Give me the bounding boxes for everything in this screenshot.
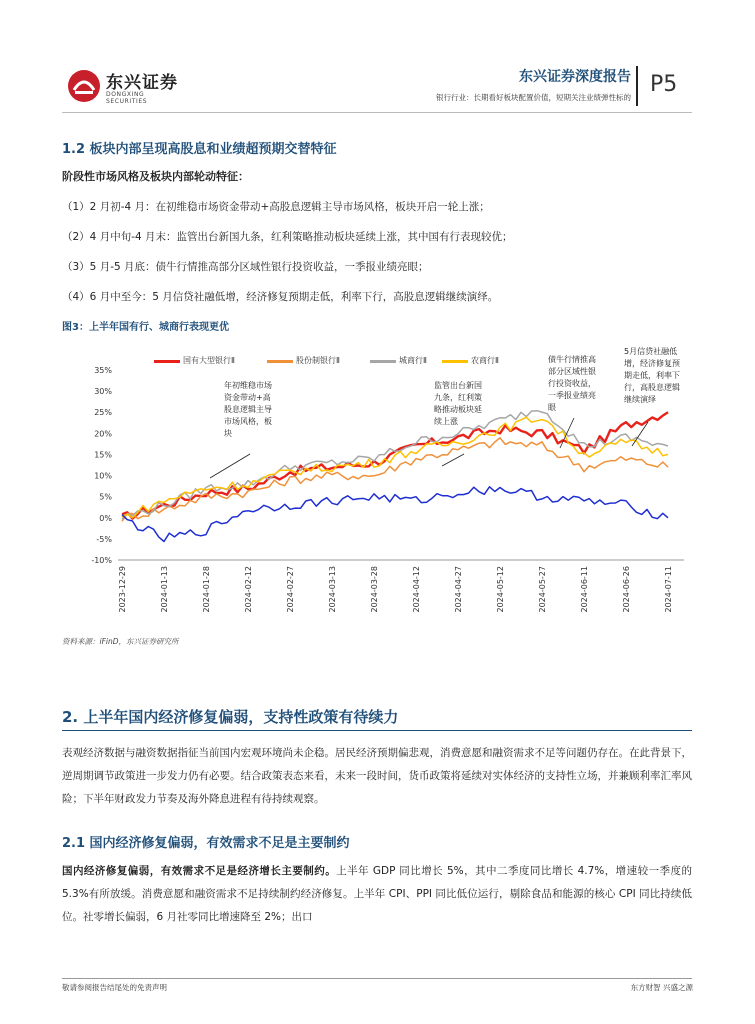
x-tick-label: 2024-02-27 [286,566,295,613]
section-rule [62,730,692,731]
annotation-pointer [210,454,250,478]
x-tick-label: 2024-03-13 [328,566,337,613]
x-tick-label: 2024-06-11 [580,566,589,613]
legend-label: 股份制银行Ⅱ [296,356,340,365]
x-tick-label: 2024-02-12 [244,566,253,613]
series-line [122,417,668,517]
header-divider [636,66,638,106]
y-tick-label: 30% [94,387,112,397]
legend-label: 农商行Ⅱ [471,356,499,365]
section-1-2-title: 1.2 板块内部呈现高股息和业绩超预期交替特征 [62,142,337,157]
brand-name-en: DONGXING SECURITIES [106,91,148,105]
x-tick-label: 2024-07-11 [664,566,673,613]
y-tick-label: -10% [91,556,112,565]
footer-slogan: 东方财智 兴盛之源 [630,983,693,992]
y-tick-label: 25% [94,408,112,418]
x-tick-label: 2024-05-27 [538,566,547,613]
chart-annotation: 5月信贷社融低增，经济修复预期走低，利率下行，高股息逻辑继续演绎 [624,347,680,404]
x-tick-label: 2024-03-28 [370,566,379,613]
list-item: （4）6 月中至今：5 月信贷社融低增，经济修复预期走低，利率下行，高股息逻辑继续演绎。 [62,291,499,303]
logo-emblem-icon [66,68,102,104]
section-2-1-title: 2.1 国内经济修复偏弱，有效需求不足是主要制约 [62,836,350,851]
figure-source: 资料来源：iFinD，东兴证券研究所 [62,637,179,646]
y-tick-label: 0% [99,513,112,523]
list-item: （3）5 月-5 月底：债牛行情推高部分区域性银行投资收益，一季报业绩亮眼； [62,261,429,273]
series-line [122,411,668,519]
report-title: 东兴证券深度报告 [519,69,631,85]
section-1-2-subheading: 阶段性市场风格及板块内部轮动特征： [62,170,249,183]
list-item: （2）4 月中旬-4 月末：监管出台新国九条，红利策略推动板块延续上涨，其中国有行表现较优； [62,231,513,243]
company-logo [66,66,186,104]
x-tick-label: 2024-04-12 [412,566,421,613]
brand-name-cn: 东兴证券 [106,73,178,93]
y-tick-label: 10% [94,471,112,481]
legend-label: 国有大型银行Ⅱ [183,356,235,365]
x-tick-label: 2024-05-12 [496,566,505,613]
legend-label: 城商行Ⅱ [399,356,427,365]
figure-3-chart [62,347,692,645]
x-tick-label: 2023-12-29 [118,566,127,613]
annotation-pointer [442,454,464,466]
figure-caption: 图3：上半年国有行、城商行表现更优 [62,322,229,333]
list-item: （1）2 月初-4 月：在初维稳市场资金带动+高股息逻辑主导市场风格，板块开启一轮上涨； [62,201,490,213]
chart-annotation: 监管出台新国九条，红利策略推动板块延续上涨 [434,381,482,426]
y-tick-label: -5% [96,534,112,544]
y-tick-label: 5% [99,492,112,502]
section-2-1-paragraph [62,860,692,929]
paragraph-text: 上半年 GDP 同比增长 5%，其中二季度同比增长 4.7%，增速较一季度的 5.3%有所放缓。消费意愿和融资需求不足持续制约经济修复。上半年 CPI、PPI 同比低位运行，剔除食品和能源的核心 CPI 同比持续低位。社零增长偏弱，6 月社零同比增速降至 2%；出口 [62,865,692,923]
x-tick-label: 2024-06-26 [622,566,631,613]
page-number: P5 [650,72,678,97]
y-tick-label: 20% [94,429,112,439]
lead-bold-text: 国内经济修复偏弱，有效需求不足是经济增长主要制约。 [62,865,337,877]
report-subtitle: 银行行业：长期看好板块配置价值，短期关注业绩弹性标的 [436,93,631,102]
chart-annotation: 债牛行情推高部分区域性银行投资收益，一季报业绩亮眼 [548,355,596,412]
section-2-paragraph: 表观经济数据与融资数据指征当前国内宏观环境尚未企稳。居民经济预期偏悲观，消费意愿和融资需求不足等问题仍存在。在此背景下，逆周期调节政策进一步发力仍有必要。结合政策表态来看，未来一段时间，货币政策将延续对实体经济的支持性立场，并兼顾利率汇率风险；下半年财政发力节奏及海外降息进程有待持续观察。 [62,747,692,805]
chart-annotation: 年初维稳市场资金带动+高股息逻辑主导市场风格，板块 [224,381,272,438]
series-line [122,412,668,518]
x-tick-label: 2024-04-27 [454,566,463,613]
x-tick-label: 2024-01-13 [160,566,169,613]
footer-rule [62,978,692,979]
header-rule [62,112,692,113]
section-2-title: 2. 上半年国内经济修复偏弱，支持性政策有待续力 [62,708,399,726]
x-tick-label: 2024-01-28 [202,566,211,613]
footer-disclaimer: 敬请参阅报告结尾处的免责声明 [62,983,167,992]
y-tick-label: 15% [94,450,112,460]
y-tick-label: 35% [94,366,112,375]
